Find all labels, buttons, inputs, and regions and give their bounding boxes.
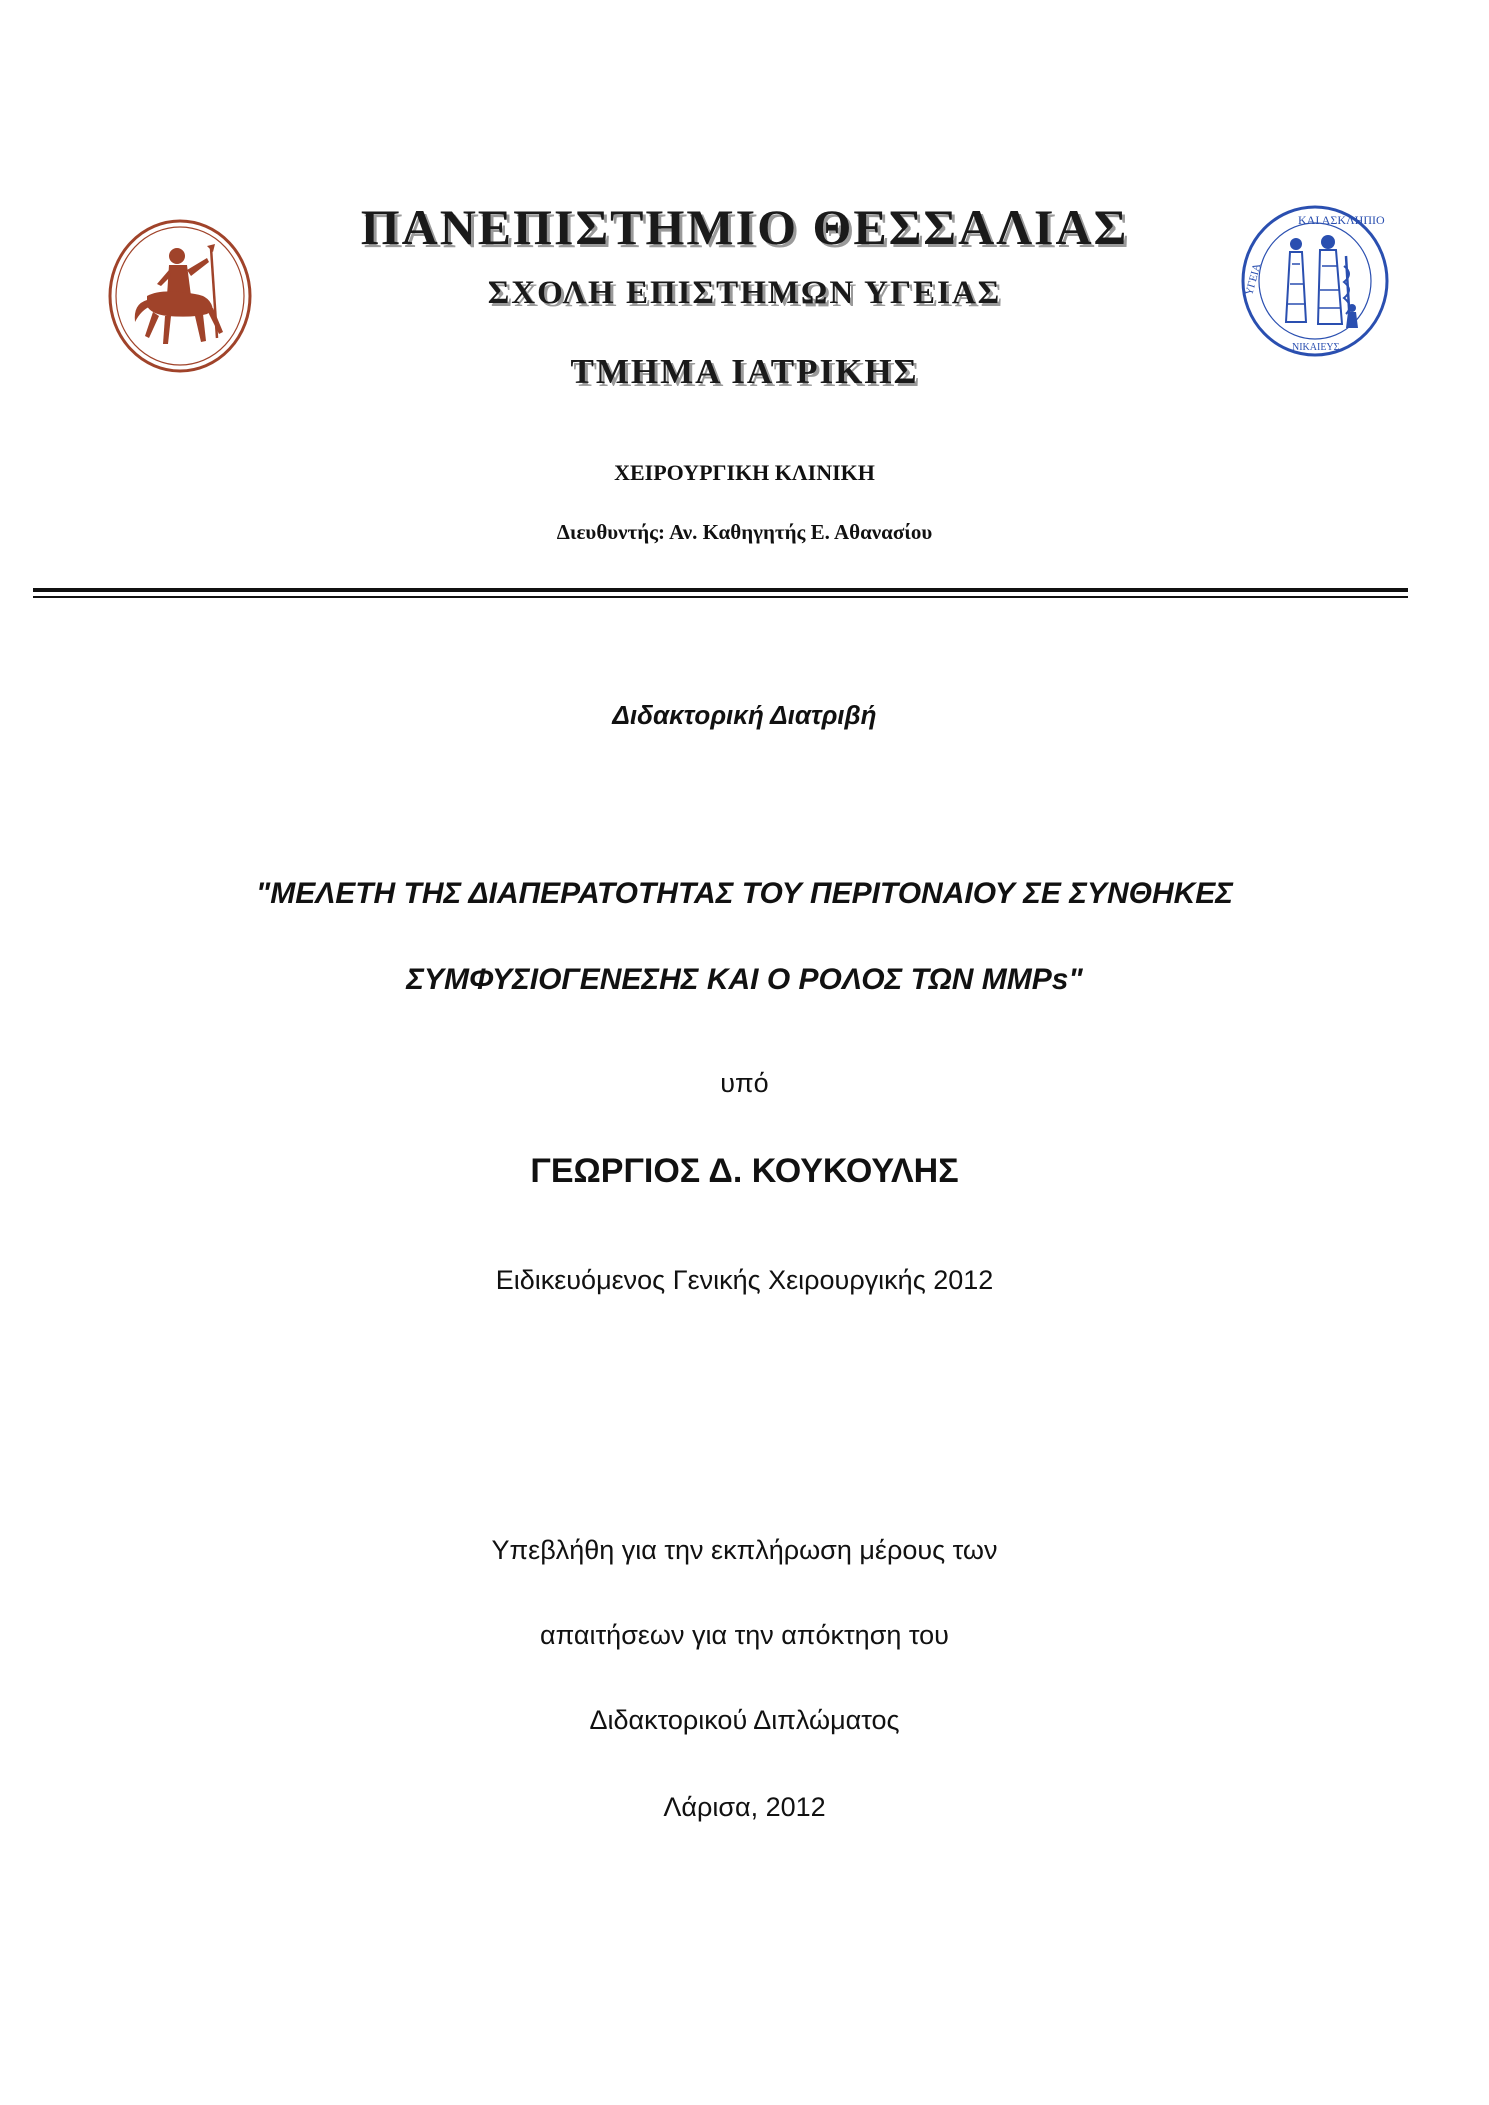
thesis-title-line-1: "ΜΕΛΕΤΗ ΤΗΣ ΔΙΑΠΕΡΑΤΟΤΗΤΑΣ ΤΟΥ ΠΕΡΙΤΟΝΑΙΟΥ ΣΕ ΣΥΝΘΗΚΕΣ: [255, 877, 1234, 910]
clinic-name: ΧΕΙΡΟΥΡΓΙΚΗ ΚΛΙΝΙΚΗ: [614, 460, 875, 485]
seal-text-bottom: ΝΙΚΑΙΕΥΣ: [1292, 342, 1340, 353]
submission-line-2: απαιτήσεων για την απόκτηση του: [540, 1620, 949, 1650]
place-date: Λάρισα, 2012: [663, 1792, 826, 1822]
header-divider-thin: [33, 596, 1408, 598]
seal-text-top: ΚΑΙ ΑΣΚΛΗΠΙΟ: [1298, 213, 1385, 227]
header-divider-thick: [33, 588, 1408, 592]
school-name: ΣΧΟΛΗ ΕΠΙΣΤΗΜΩΝ ΥΓΕΙΑΣ: [487, 275, 1002, 311]
submission-line-3: Διδακτορικού Διπλώματος: [589, 1705, 900, 1735]
department-name: ΤΜΗΜΑ ΙΑΤΡΙΚΗΣ: [570, 352, 919, 391]
seal-text-left: ΥΓΕΙΑ: [1243, 262, 1264, 297]
by-label: υπό: [720, 1068, 769, 1098]
author-role: Ειδικευόμενος Γενικής Χειρουργικής 2012: [495, 1265, 994, 1295]
clinic-director: Διευθυντής: Αν. Καθηγητής Ε. Αθανασίου: [556, 520, 933, 544]
author-name: ΓΕΩΡΓΙΟΣ Δ. ΚΟΥΚΟΥΛΗΣ: [530, 1152, 959, 1190]
university-name: ΠΑΝΕΠΙΣΤΗΜΙΟ ΘΕΣΣΑΛΙΑΣ: [360, 199, 1129, 255]
submission-line-1: Υπεβλήθη για την εκπλήρωση μέρους των: [491, 1535, 998, 1565]
thesis-type: Διδακτορική Διατριβή: [612, 700, 877, 730]
thesis-title-line-2: ΣΥΜΦΥΣΙΟΓΕΝΕΣΗΣ ΚΑΙ Ο ΡΟΛΟΣ ΤΩΝ MMPs": [406, 963, 1083, 996]
